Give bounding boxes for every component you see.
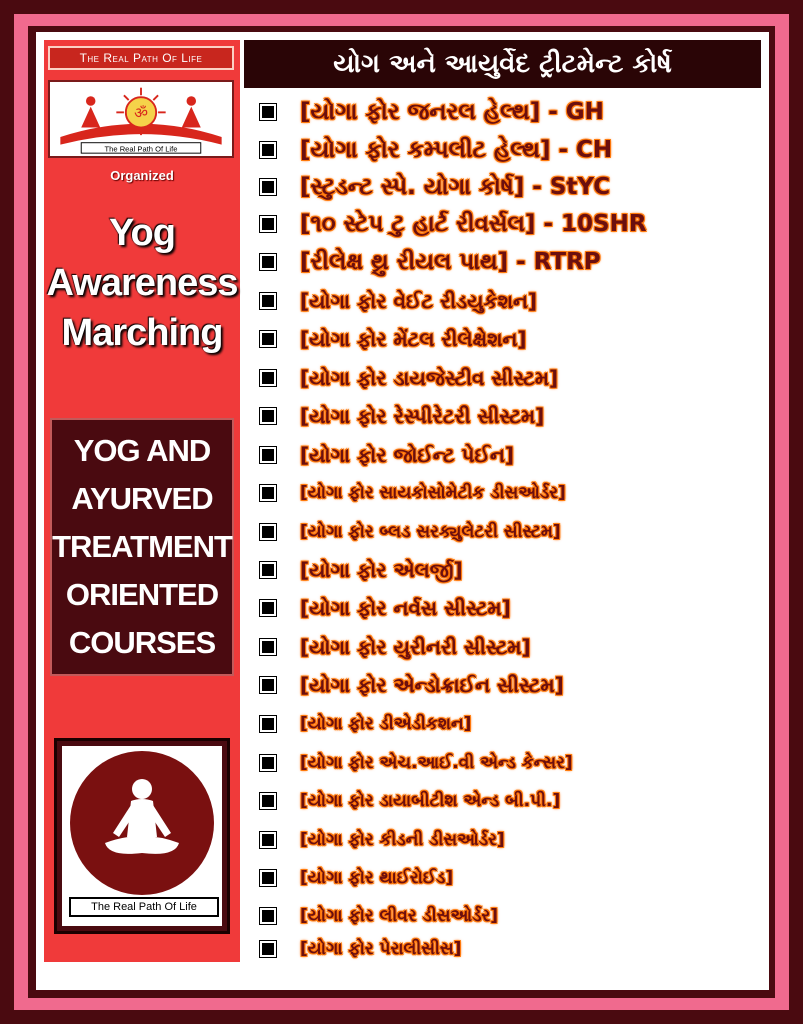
bullet-icon [260,142,276,158]
list-item [254,667,766,703]
bullet-icon [260,870,276,886]
course-label: [યોગા ફોર જનરલ હેલ્થ] - GH [300,99,604,125]
list-item [254,706,766,742]
list-item [254,283,766,319]
bullet-icon [260,408,276,424]
course-label: [૧૦ સ્ટેપ ટુ હાર્ટ રીવર્સલ] - 10SHR [300,211,647,237]
list-item [254,475,766,511]
courses-heading-line: COURSES [68,625,216,660]
list-item [254,514,766,550]
course-label: [યોગા ફોર મેંટલ રીલેક્ષેશન] [300,327,527,351]
list-item [254,590,766,626]
list-item [254,360,766,396]
yogi-caption: The Real Path Of Life [69,897,219,917]
course-label: [યોગા ફોર કમ્પલીટ હેલ્થ] - CH [300,137,613,163]
bullet-icon [260,485,276,501]
yogi-emblem [54,738,230,934]
campaign-line: Marching [61,312,223,354]
course-label: [યોગા ફોર થાઈરોઈડ] [300,868,454,888]
organized-label: Organized [110,168,174,183]
campaign-line: Yog [109,212,175,254]
campaign-title [44,208,240,358]
bullet-icon [260,941,276,957]
course-label: [યોગા ફોર યુરીનરી સીસ્ટમ] [300,635,531,659]
list-item [254,244,766,280]
list-item [254,860,766,896]
list-item [254,745,766,781]
list-item [254,206,766,242]
bullet-icon [260,755,276,771]
list-item [254,132,766,168]
bullet-icon [260,254,276,270]
bullet-icon [260,104,276,120]
list-item [254,898,766,934]
course-label: [રીલેક્ષ થ્રુ રીયલ પાથ] - RTRP [300,249,601,275]
bullet-icon [260,293,276,309]
course-label: [યોગા ફોર ડાયજેસ્ટીવ સીસ્ટમ] [300,366,559,390]
bullet-icon [260,562,276,578]
list-item [254,783,766,819]
course-label: [યોગા ફોર એચ.આઈ.વી એન્ડ કેન્સર] [300,753,573,773]
bullet-icon [260,677,276,693]
courses-heading-line: AYURVED [71,481,213,516]
courses-heading-line: YOG AND [73,433,211,468]
svg-text:ॐ: ॐ [134,104,148,123]
logo-caption: The Real Path Of Life [104,144,178,154]
course-label: [યોગા ફોર સાયકોસોમેટીક ડીસઓર્ડર] [300,483,566,503]
bullet-icon [260,600,276,616]
bullet-icon [260,179,276,195]
bullet-icon [260,216,276,232]
course-label: [યોગા ફોર જોઈન્ટ પેઈન] [300,443,515,467]
brand-tag: The Real Path Of Life [48,46,234,70]
bullet-icon [260,832,276,848]
course-label: [યોગા ફોર પેરાલીસીસ] [300,939,462,959]
course-label: [યોગા ફોર ડીએડીકશન] [300,714,472,734]
course-label: [યોગા ફોર એલર્જી] [300,558,463,582]
list-item [254,822,766,858]
bullet-icon [260,331,276,347]
courses-heading-line: TREATMENT [52,529,232,564]
list-item [254,629,766,665]
course-label: [યોગા ફોર રેસ્પીરેટરી સીસ્ટમ] [300,404,545,428]
list-item [254,169,766,205]
list-item [254,398,766,434]
bullet-icon [260,716,276,732]
bullet-icon [260,908,276,924]
list-item [254,552,766,588]
course-label: [યોગા ફોર લીવર ડીસઓર્ડર] [300,906,499,926]
course-label: [યોગા ફોર ડાયાબીટીશ એન્ડ બી.પી.] [300,791,561,811]
bullet-icon [260,370,276,386]
course-label: [યોગા ફોર કીડની ડીસઓર્ડર] [300,830,505,850]
page-title: યોગ અને આયુર્વેદ ટ્રીટમેન્ટ કોર્ષ [244,40,761,88]
course-label: [યોગા ફોર બ્લડ સરક્યુલેટરી સીસ્ટમ] [300,522,561,542]
course-label: [સ્ટુડન્ટ સ્પે. યોગા કોર્ષ] - StYC [300,174,611,200]
logo-icon [50,82,232,156]
list-item [254,94,766,130]
campaign-line: Awareness [46,262,238,304]
courses-heading-line: ORIENTED [65,577,219,612]
course-label: [યોગા ફોર નર્વસ સીસ્ટમ] [300,596,511,620]
list-item [254,931,766,967]
course-label: [યોગા ફોર વેઈટ રીડયુકેશન] [300,289,538,313]
bullet-icon [260,793,276,809]
list-item [254,437,766,473]
bullet-icon [260,639,276,655]
course-label: [યોગા ફોર એન્ડોક્રાઈન સીસ્ટમ] [300,673,564,697]
list-item [254,321,766,357]
bullet-icon [260,447,276,463]
courses-heading-box [50,418,234,676]
logo [48,80,234,158]
bullet-icon [260,524,276,540]
